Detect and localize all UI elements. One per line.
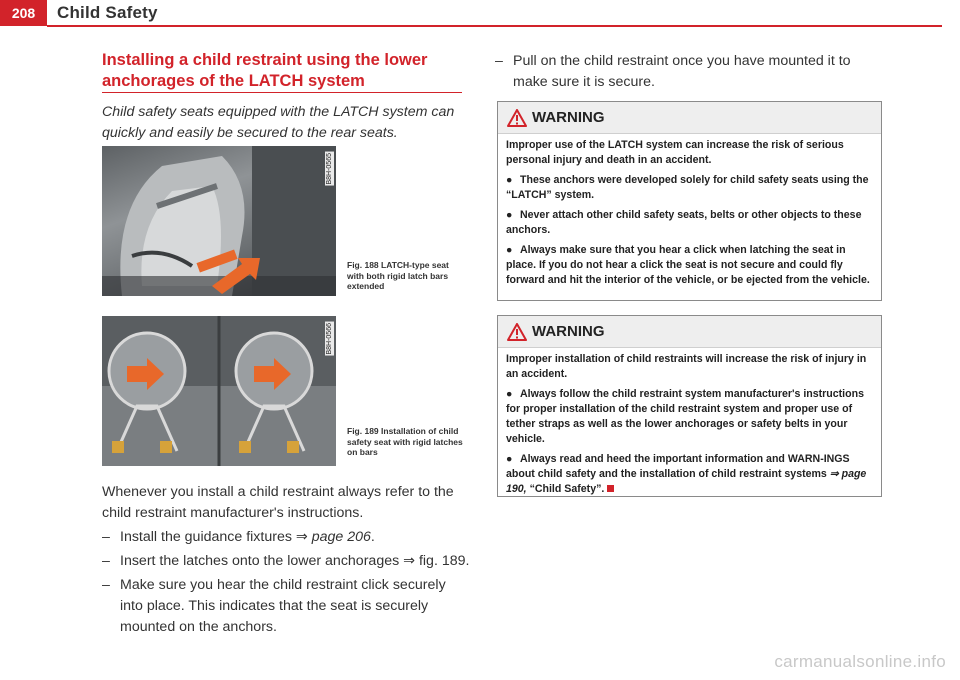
figure-189-image [102,316,336,466]
warning-bullet-tail: “Child Safety”. [526,483,605,495]
warning-lead: Improper installation of child restraints will increase the risk of injury in an accident. [506,353,867,380]
step-dash: – [102,553,110,569]
step-item [495,51,880,93]
step-text: Install the guidance fixtures [120,529,296,545]
warning-body [498,134,881,288]
page-number: 208 [0,0,47,26]
page-reference-link[interactable]: ⇒ page 190, [506,468,867,495]
warning-bullet-text: Always follow the child restraint system manufacturer's instructions for proper installation of the child restraint system and proper use of tether straps as well as the lower anchorages or safety belts in your vehicle. [506,388,864,445]
figure-188-caption: Fig. 188 LATCH-type seat with both rigid latch bars extended [347,260,449,291]
header-divider [47,25,942,27]
warning-bullet-text: Always make sure that you hear a click when latching the seat in place. If you do not hear a click the seat is not secure and could fly forward and hit the interior of the vehicle, or be ejected from the vehicle. [506,244,870,286]
step-dash: – [495,53,503,69]
warning-bullet-text: These anchors were developed solely for child safety seats using the “LATCH” system. [506,174,869,201]
page-reference-link[interactable]: ⇒ page 206 [295,529,371,545]
warning-header [498,102,881,134]
step-text: Make sure you hear the child restraint click securely into place. This indicates that the seat is securely mounted on the anchors. [120,577,446,635]
seat-anchorage-illustration [102,316,336,466]
warning-triangle-icon [507,109,527,127]
warning-bullet: ● Always read and heed the important information and WARN-INGS about child safety and the installation of child restraint systems ⇒ page 190, “Child Safety”. [506,453,867,495]
warning-box [497,101,882,301]
body-paragraph: Whenever you install a child restraint always refer to the child restraint manufacturer's instructions. [102,484,454,521]
warning-lead: Improper use of the LATCH system can increase the risk of serious personal injury and death in an accident. [506,139,844,166]
step-item [102,551,472,572]
chapter-title: Child Safety [57,3,158,22]
warning-bullet: ● Never attach other child safety seats, belts or other objects to these anchors. [506,209,862,236]
step-text-tail: . [370,529,375,545]
figure-code: B8H-0565 [326,153,333,185]
step-item [102,575,472,638]
warning-label: WARNING [532,323,605,340]
warning-bullet: ● Always follow the child restraint system manufacturer's instructions for proper installation of the child restraint system and proper use of tether straps as well as the lower anchorages or safety belts in your vehicle. [506,388,864,445]
warning-label: WARNING [532,109,605,126]
section-title: Installing a child restraint using the lower anchorages of the LATCH system [102,51,428,90]
section-divider [102,92,462,93]
warning-bullet: ● Always make sure that you hear a click when latching the seat in place. If you do not hear a click the seat is not secure and could fly forward and hit the interior of the vehicle, or be ejected from the vehicle. [506,244,870,286]
child-seat-latch-illustration [102,146,336,296]
section-intro: Child safety seats equipped with the LATCH system can quickly and easily be secured to the rear seats. [102,104,455,141]
figure-code: B8H-0566 [326,323,333,355]
step-item [102,527,472,548]
figure-188-image [102,146,336,296]
warning-bullet-text: Never attach other child safety seats, belts or other objects to these anchors. [506,209,862,236]
watermark: carmanualsonline.info [774,652,946,671]
warning-bullet: ● These anchors were developed solely for child safety seats using the “LATCH” system. [506,174,869,201]
step-dash: – [102,577,110,593]
figure-189-caption: Fig. 189 Installation of child safety seat with rigid latches on bars [347,426,463,457]
warning-box [497,315,882,497]
warning-body [498,348,881,497]
warning-header [498,316,881,348]
warning-bullet-text: Always read and heed the important information and WARN-INGS about child safety and the installation of child restraint systems [506,453,850,480]
step-text: Pull on the child restraint once you have mounted it to make sure it is secure. [513,53,851,90]
step-text: Insert the latches onto the lower anchorages ⇒ fig. 189. [120,553,470,569]
end-of-section-icon [607,485,614,492]
step-dash: – [102,529,110,545]
warning-triangle-icon [507,323,527,341]
